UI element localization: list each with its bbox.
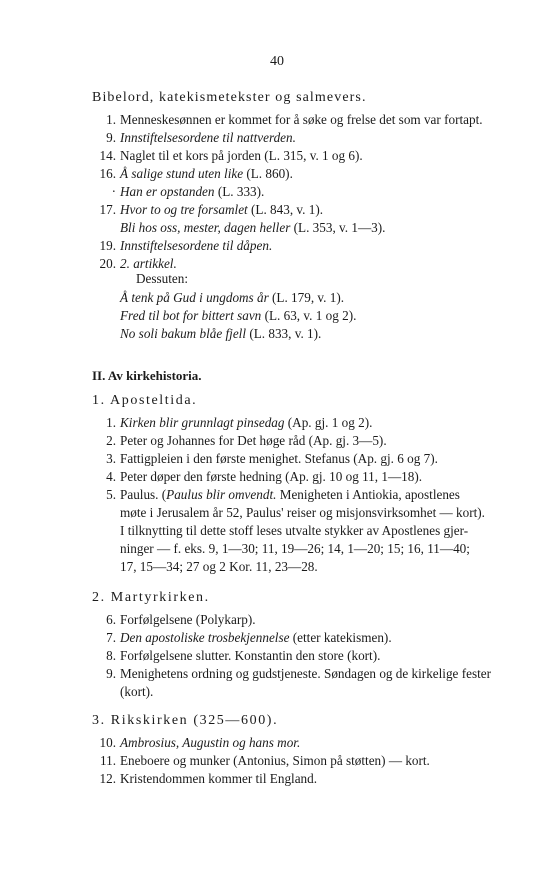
item-title: Paulus blir omvendt. (166, 487, 277, 502)
extra-item (120, 308, 356, 324)
item-text: Forfølgelsene slutter. Konstantin den store (kort). (120, 648, 381, 663)
item-text: (L. 333). (214, 184, 265, 199)
list-item (92, 629, 392, 647)
item-title: No soli bakum blåe fjell (120, 326, 247, 341)
item-text: (L. 353, v. 1—3). (290, 220, 386, 235)
list-item (92, 147, 363, 165)
item-text: Menneskesønnen er kommet for å søke og frelse det som var fortapt. (120, 112, 483, 127)
continuation-line: I tilknytting til dette stoff leses utvalte stykker av Apostlenes gjer- (120, 523, 469, 538)
item-number: 3. (106, 451, 116, 466)
item-text: Naglet til et kors på jorden (L. 315, v. 1 og 6). (120, 148, 363, 163)
item-number: 2. (106, 433, 116, 448)
item-text: (L. 843, v. 1). (247, 202, 324, 217)
item-number: 8. (106, 648, 116, 663)
list-item (92, 611, 256, 629)
list-item (92, 450, 438, 468)
list-item (92, 219, 385, 237)
item-title: Fred til bot for bittert savn (120, 308, 262, 323)
item-number: 14. (99, 148, 116, 163)
list-item (92, 165, 293, 183)
continuation-line: møte i Jerusalem år 52, Paulus' reiser og misjonsvirksomhet — kort). (120, 505, 485, 520)
list-item (92, 665, 491, 683)
item-number: 6. (106, 612, 116, 627)
list-item (92, 752, 430, 770)
item-number: 20. (99, 256, 116, 271)
item-text: (Ap. gj. 1 og 2). (284, 415, 373, 430)
item-number: 9. (106, 666, 116, 681)
item-number: 1. (106, 112, 116, 127)
item-number: 4. (106, 469, 116, 484)
subsection-heading: 3. Rikskirken (325—600). (92, 713, 279, 728)
item-number: 5. (106, 487, 116, 502)
item-title: Å tenk på Gud i ungdoms år (120, 290, 269, 305)
item-title: Innstiftelsesordene til nattverden. (120, 130, 296, 145)
item-text: Peter døper den første hedning (Ap. gj. 10 og 11, 1—18). (120, 469, 423, 484)
item-number: 12. (99, 771, 116, 786)
list-item (92, 129, 296, 147)
subsection-heading: 2. Martyrkirken. (92, 590, 210, 605)
item-text: Forfølgelsene (Polykarp). (120, 612, 256, 627)
item-title: Å salige stund uten like (120, 166, 244, 181)
item-title: Ambrosius, Augustin og hans mor. (120, 735, 301, 750)
section-heading-kirkehistoria: II. Av kirkehistoria. (92, 368, 202, 383)
continuation-line: ninger — f. eks. 9, 1—30; 11, 19—26; 14, 1—20; 15; 16, 11—40; (120, 541, 470, 556)
list-item (92, 432, 387, 450)
item-number: 11. (100, 753, 116, 768)
item-title: Bli hos oss, mester, dagen heller (120, 220, 291, 235)
continuation-line: 17, 15—34; 27 og 2 Kor. 11, 23—28. (120, 559, 318, 574)
item-number: 19. (99, 238, 116, 253)
item-title: Han er opstanden (120, 184, 215, 199)
item-text: Menigheten i Antiokia, apostlenes (276, 487, 460, 502)
list-item (92, 183, 264, 201)
item-text: (L. 179, v. 1). (268, 290, 345, 305)
extra-item (120, 290, 344, 306)
item-number: 1. (106, 415, 116, 430)
item-number: 9. (106, 130, 116, 145)
extra-item (120, 326, 321, 342)
item-text: (etter katekismen). (289, 630, 392, 645)
page-number: 40 (270, 54, 284, 69)
dessuten-label: Dessuten: (136, 271, 189, 286)
item-number: · (111, 184, 116, 199)
item-number: 7. (106, 630, 116, 645)
item-title: 2. artikkel. (120, 256, 177, 271)
item-text: Eneboere og munker (Antonius, Simon på støtten) — kort. (120, 753, 430, 768)
item-title: Kirken blir grunnlagt pinsedag (120, 415, 285, 430)
continuation-line: (kort). (120, 684, 154, 699)
list-item (92, 734, 300, 752)
item-number: 17. (99, 202, 116, 217)
item-text: Peter og Johannes for Det høge råd (Ap. gj. 3—5). (120, 433, 387, 448)
list-item (92, 647, 380, 665)
list-item (92, 201, 323, 219)
list-item (92, 770, 317, 788)
list-item (92, 111, 483, 129)
item-title: Hvor to og tre forsamlet (120, 202, 248, 217)
item-number: 10. (99, 735, 116, 750)
item-text: Menighetens ordning og gudstjeneste. Søndagen og de kirkelige fester (120, 666, 491, 681)
list-item (92, 486, 460, 504)
item-text: Kristendommen kommer til England. (120, 771, 318, 786)
item-text: (L. 63, v. 1 og 2). (261, 308, 357, 323)
list-item (92, 237, 272, 255)
item-text: Fattigpleien i den første menighet. Stefanus (Ap. gj. 6 og 7). (120, 451, 438, 466)
subsection-heading: 1. Aposteltida. (92, 393, 198, 408)
list-item (92, 468, 422, 486)
item-prefix: Paulus. ( (120, 487, 167, 502)
item-text: (L. 833, v. 1). (246, 326, 322, 341)
item-number: 16. (99, 166, 116, 181)
item-title: Innstiftelsesordene til dåpen. (120, 238, 273, 253)
section-heading-bibelord: Bibelord, katekismetekster og salmevers. (92, 90, 367, 105)
item-text: (L. 860). (243, 166, 293, 181)
list-item (92, 414, 372, 432)
item-title: Den apostoliske trosbekjennelse (120, 630, 290, 645)
